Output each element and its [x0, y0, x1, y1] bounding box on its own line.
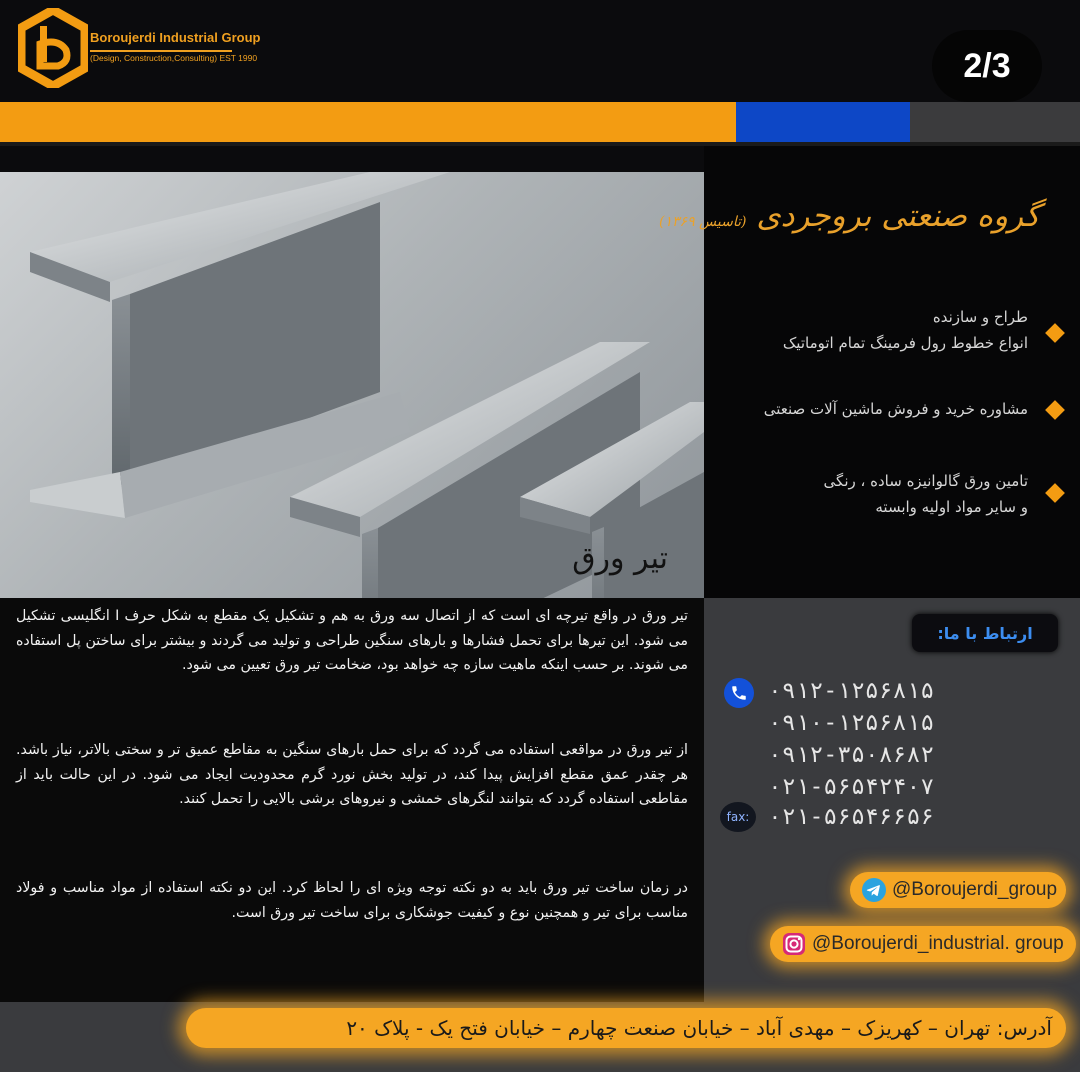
contact-panel: [704, 598, 1080, 1002]
address-bar: [0, 1002, 1080, 1072]
photo-caption: تیر ورق: [572, 541, 668, 576]
brand-persian-name: [659, 198, 1040, 234]
instagram-link[interactable]: [770, 926, 1076, 962]
contact-title: ارتباط با ما:: [912, 614, 1058, 652]
paragraph-usage: از تیر ورق در مواقعی استفاده می گردد که برای حمل بارهای سنگین به مقاطع عمیق تر و سختی بالاتر، نیاز باشد. هر چقدر عمق مقطع افزایش پیدا کند، در تولید بخش نورد گرم محدودیت ایجاد می شود. در این حالت باید از مقاطعی استفاده گردد که بتوانند لنگرهای خمشی و نیروهای برشی بالایی را تحمل کنند.: [16, 742, 688, 807]
page-indicator: 2/3: [932, 30, 1042, 102]
phone-number[interactable]: ۰۹۱۰-۱۲۵۶۸۱۵: [768, 710, 935, 736]
service-line: انواع خطوط رول فرمینگ تمام اتوماتیک: [782, 334, 1028, 352]
instagram-icon: [782, 932, 806, 956]
service-item-consulting: [708, 396, 1028, 422]
accent-band-gray: [910, 102, 1080, 142]
services-panel: [659, 146, 1080, 598]
brand-est-text: (تاسیس ۱۳۶۹): [659, 214, 747, 230]
diamond-bullet-icon: [1045, 483, 1065, 503]
service-item-galvanized-supply: [708, 468, 1028, 520]
accent-band-blue: [736, 102, 910, 142]
brand-name-text: گروه صنعتی بروجردی: [756, 198, 1040, 234]
company-subtitle: (Design, Construction,Consulting) EST 1990: [90, 53, 258, 63]
phone-icon: [724, 678, 754, 708]
instagram-handle: @Boroujerdi_industrial. group: [812, 933, 1064, 954]
header: [0, 0, 1080, 102]
accent-band-orange: [0, 102, 736, 142]
service-line: مشاوره خرید و فروش ماشین آلات صنعتی: [763, 400, 1028, 418]
company-logo-icon: [18, 8, 88, 88]
paragraph-construction: در زمان ساخت تیر ورق باید به دو نکته توجه ویژه ای را لحاظ کرد. این دو نکته استفاده از مواد مناسب و فولاد مناسب برای تیر و همچنین نوع و کیفیت جوشکاری برای ساخت تیر ورق است.: [16, 880, 688, 921]
phone-number[interactable]: ۰۹۱۲-۳۵۰۸۶۸۲: [768, 742, 935, 768]
telegram-icon: [862, 878, 886, 902]
service-item-roll-forming: [708, 304, 1028, 356]
diamond-bullet-icon: [1045, 400, 1065, 420]
service-line: طراح و سازنده: [932, 308, 1028, 326]
paragraph-definition: تیر ورق در واقع تیرچه ای است که از اتصال سه ورق به هم و تشکیل یک مقطع به شکل حرف I انگلیسی تشکیل می شود. این تیرها برای تحمل فشارها و بارهای سنگین طراحی و تولید می گردند و بیشتر برای ساختن پل استفاده می شوند. بر حسب اینکه ماهیت سازه چه خواهد بود، ضخامت تیر ورق تعیین می شود.: [16, 608, 689, 673]
address-text: آدرس: تهران – کهریزک – مهدی آباد – خیابان صنعت چهارم – خیابان فتح یک - پلاک ۲۰: [186, 1008, 1066, 1048]
telegram-link[interactable]: [850, 872, 1066, 908]
fax-icon: fax:: [720, 802, 756, 832]
service-line: و سایر مواد اولیه وابسته: [875, 498, 1028, 516]
phone-number[interactable]: ۰۹۱۲-۱۲۵۶۸۱۵: [768, 678, 935, 704]
diamond-bullet-icon: [1045, 323, 1065, 343]
fax-number[interactable]: ۰۲۱-۵۶۵۴۶۶۵۶: [768, 804, 935, 830]
article-body: [0, 598, 704, 1002]
telegram-handle: @Boroujerdi_group: [892, 879, 1058, 900]
beam-photo: [0, 172, 704, 598]
service-line: تامین ورق گالوانیزه ساده ، رنگی: [823, 472, 1028, 490]
company-name: Boroujerdi Industrial Group: [90, 30, 261, 45]
logo-divider: [90, 50, 232, 52]
i-beam-illustration: [0, 172, 704, 598]
phone-number[interactable]: ۰۲۱-۵۶۵۴۲۴۰۷: [768, 774, 935, 800]
